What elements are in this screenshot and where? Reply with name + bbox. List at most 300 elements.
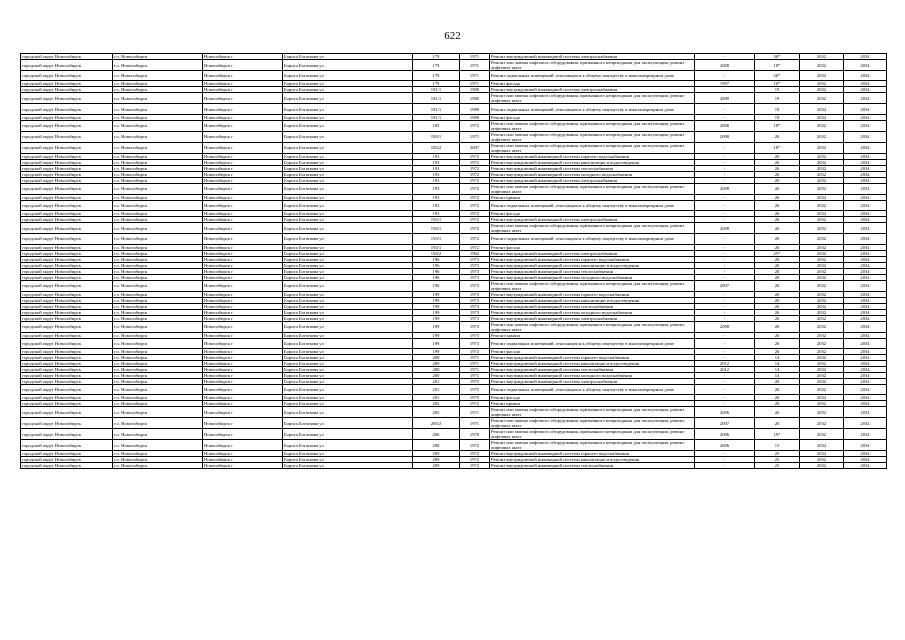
okrug-cell: г.о. Новосибирск: [113, 360, 203, 366]
table-row: [21, 384, 887, 394]
district-cell: городской округ Новосибирск: [21, 114, 113, 120]
year-to-cell: 2034: [844, 234, 887, 244]
prev-repair-cell: -: [695, 87, 755, 93]
district-cell: городской округ Новосибирск: [21, 165, 113, 171]
city-cell: Новосибирск г: [203, 354, 283, 360]
plan-cell: 14: [755, 360, 800, 366]
year-from-cell: 2032: [800, 457, 844, 463]
house-cell: 206: [413, 429, 460, 440]
prev-repair-cell: -: [695, 200, 755, 210]
year-cell: 1972: [460, 244, 490, 250]
okrug-cell: г.о. Новосибирск: [113, 378, 203, 384]
city-cell: Новосибирск г: [203, 274, 283, 280]
street-cell: Бориса Богаткова ул: [283, 194, 413, 200]
district-cell: городской округ Новосибирск: [21, 159, 113, 165]
street-cell: Бориса Богаткова ул: [283, 378, 413, 384]
year-to-cell: 2034: [844, 256, 887, 262]
city-cell: Новосибирск г: [203, 153, 283, 159]
prev-repair-cell: -: [695, 395, 755, 401]
city-cell: Новосибирск г: [203, 463, 283, 469]
work-cell: Ремонт внутридомовой инженерной системы холодного водоснабжения: [490, 309, 695, 315]
street-cell: Бориса Богаткова ул: [283, 244, 413, 250]
city-cell: Новосибирск г: [203, 338, 283, 348]
work-cell: Ремонт подвальных помещений, относящихся к общему имуществу в многоквартирном доме: [490, 384, 695, 394]
prev-repair-cell: -: [695, 262, 755, 268]
city-cell: Новосибирск г: [203, 407, 283, 418]
house-cell: 194/2: [413, 250, 460, 256]
district-cell: городской округ Новосибирск: [21, 104, 113, 114]
capital-repair-table: [20, 53, 887, 469]
year-cell: 1972: [460, 457, 490, 463]
city-cell: Новосибирск г: [203, 194, 283, 200]
year-cell: 1973: [460, 303, 490, 309]
street-cell: Бориса Богаткова ул: [283, 348, 413, 354]
year-cell: 1972: [460, 217, 490, 223]
house-cell: 179: [413, 81, 460, 87]
year-to-cell: 2034: [844, 348, 887, 354]
table-row: [21, 407, 887, 418]
work-cell: Ремонт внутридомовой инженерной системы холодного водоснабжения: [490, 171, 695, 177]
year-from-cell: 2032: [800, 211, 844, 217]
year-cell: 1975: [460, 384, 490, 394]
plan-cell: 26: [755, 309, 800, 315]
year-cell: 1980: [460, 93, 490, 104]
table-body: [21, 54, 887, 469]
year-from-cell: 2032: [800, 183, 844, 194]
year-cell: 1971: [460, 81, 490, 87]
street-cell: Бориса Богаткова ул: [283, 183, 413, 194]
year-to-cell: 2034: [844, 384, 887, 394]
okrug-cell: г.о. Новосибирск: [113, 234, 203, 244]
okrug-cell: г.о. Новосибирск: [113, 211, 203, 217]
work-cell: Ремонт внутридомовой инженерной системы горячего водоснабжения: [490, 153, 695, 159]
okrug-cell: г.о. Новосибирск: [113, 54, 203, 60]
okrug-cell: г.о. Новосибирск: [113, 244, 203, 250]
okrug-cell: г.о. Новосибирск: [113, 407, 203, 418]
street-cell: Бориса Богаткова ул: [283, 303, 413, 309]
year-cell: 1971: [460, 360, 490, 366]
year-to-cell: 2034: [844, 250, 887, 256]
okrug-cell: г.о. Новосибирск: [113, 256, 203, 262]
year-from-cell: 2032: [800, 104, 844, 114]
house-cell: 193: [413, 165, 460, 171]
street-cell: Бориса Богаткова ул: [283, 418, 413, 429]
district-cell: городской округ Новосибирск: [21, 291, 113, 297]
work-cell: Ремонт внутридомовой инженерной системы канализации и водоотведения: [490, 262, 695, 268]
year-to-cell: 2034: [844, 407, 887, 418]
year-from-cell: 2032: [800, 120, 844, 131]
district-cell: городской округ Новосибирск: [21, 120, 113, 131]
year-from-cell: 2032: [800, 177, 844, 183]
year-to-cell: 2034: [844, 87, 887, 93]
okrug-cell: г.о. Новосибирск: [113, 177, 203, 183]
plan-cell: 26: [755, 297, 800, 303]
okrug-cell: г.о. Новосибирск: [113, 297, 203, 303]
table-row: [21, 71, 887, 81]
work-cell: Ремонт или замена лифтового оборудования, признанного непригодным для эксплуатации, ремонт лифтовых шахт: [490, 418, 695, 429]
year-cell: 1971: [460, 54, 490, 60]
table-row: [21, 93, 887, 104]
okrug-cell: г.о. Новосибирск: [113, 104, 203, 114]
plan-cell: 25: [755, 457, 800, 463]
city-cell: Новосибирск г: [203, 165, 283, 171]
plan-cell: 26: [755, 244, 800, 250]
year-to-cell: 2034: [844, 104, 887, 114]
year-cell: 1971: [460, 418, 490, 429]
table-row: [21, 234, 887, 244]
plan-cell: 18*: [755, 120, 800, 131]
okrug-cell: г.о. Новосибирск: [113, 303, 203, 309]
year-to-cell: 2034: [844, 71, 887, 81]
year-cell: 1971: [460, 366, 490, 372]
year-to-cell: 2034: [844, 372, 887, 378]
year-from-cell: 2032: [800, 87, 844, 93]
district-cell: городской округ Новосибирск: [21, 244, 113, 250]
prev-repair-cell: -: [695, 297, 755, 303]
plan-cell: 14: [755, 366, 800, 372]
okrug-cell: г.о. Новосибирск: [113, 354, 203, 360]
prev-repair-cell: -: [695, 104, 755, 114]
prev-repair-cell: -: [695, 217, 755, 223]
year-to-cell: 2034: [844, 159, 887, 165]
year-from-cell: 2032: [800, 372, 844, 378]
year-from-cell: 2032: [800, 217, 844, 223]
city-cell: Новосибирск г: [203, 60, 283, 71]
street-cell: Бориса Богаткова ул: [283, 291, 413, 297]
prev-repair-cell: -: [695, 354, 755, 360]
city-cell: Новосибирск г: [203, 321, 283, 332]
prev-repair-cell: -: [695, 463, 755, 469]
prev-repair-cell: -: [695, 165, 755, 171]
okrug-cell: г.о. Новосибирск: [113, 372, 203, 378]
year-from-cell: 2032: [800, 71, 844, 81]
work-cell: Ремонт или замена лифтового оборудования, признанного непригодным для эксплуатации, ремонт лифтовых шахт: [490, 183, 695, 194]
city-cell: Новосибирск г: [203, 223, 283, 234]
work-cell: Ремонт внутридомовой инженерной системы холодного водоснабжения: [490, 372, 695, 378]
district-cell: городской округ Новосибирск: [21, 297, 113, 303]
street-cell: Бориса Богаткова ул: [283, 256, 413, 262]
street-cell: Бориса Богаткова ул: [283, 372, 413, 378]
city-cell: Новосибирск г: [203, 309, 283, 315]
house-cell: 193: [413, 159, 460, 165]
plan-cell: 26*: [755, 71, 800, 81]
year-cell: 1975: [460, 378, 490, 384]
prev-repair-cell: 2008: [695, 120, 755, 131]
work-cell: Ремонт внутридомовой инженерной системы электроснабжения: [490, 378, 695, 384]
district-cell: городской округ Новосибирск: [21, 395, 113, 401]
year-to-cell: 2034: [844, 268, 887, 274]
plan-cell: 25: [755, 451, 800, 457]
house-cell: 209: [413, 463, 460, 469]
year-cell: 1980: [460, 104, 490, 114]
street-cell: Бориса Богаткова ул: [283, 131, 413, 142]
year-cell: 1973: [460, 291, 490, 297]
plan-cell: 30*: [755, 54, 800, 60]
year-from-cell: 2032: [800, 268, 844, 274]
house-cell: 193: [413, 200, 460, 210]
okrug-cell: г.о. Новосибирск: [113, 429, 203, 440]
house-cell: 196: [413, 262, 460, 268]
plan-cell: 20: [755, 256, 800, 262]
year-from-cell: 2032: [800, 309, 844, 315]
plan-cell: 26: [755, 171, 800, 177]
street-cell: Бориса Богаткова ул: [283, 120, 413, 131]
year-to-cell: 2034: [844, 131, 887, 142]
street-cell: Бориса Богаткова ул: [283, 153, 413, 159]
plan-cell: 26: [755, 332, 800, 338]
city-cell: Новосибирск г: [203, 183, 283, 194]
city-cell: Новосибирск г: [203, 250, 283, 256]
table-row: [21, 429, 887, 440]
okrug-cell: г.о. Новосибирск: [113, 250, 203, 256]
street-cell: Бориса Богаткова ул: [283, 280, 413, 291]
table-row: [21, 418, 887, 429]
year-to-cell: 2034: [844, 183, 887, 194]
plan-cell: 19*: [755, 429, 800, 440]
prev-repair-cell: -: [695, 303, 755, 309]
prev-repair-cell: -: [695, 194, 755, 200]
year-from-cell: 2032: [800, 338, 844, 348]
district-cell: городской округ Новосибирск: [21, 407, 113, 418]
street-cell: Бориса Богаткова ул: [283, 54, 413, 60]
district-cell: городской округ Новосибирск: [21, 60, 113, 71]
house-cell: 196: [413, 274, 460, 280]
table-row: [21, 321, 887, 332]
house-cell: 199: [413, 303, 460, 309]
plan-cell: 20: [755, 384, 800, 394]
house-cell: 200: [413, 366, 460, 372]
year-to-cell: 2034: [844, 395, 887, 401]
prev-repair-cell: 2006: [695, 407, 755, 418]
district-cell: городской округ Новосибирск: [21, 338, 113, 348]
year-to-cell: 2034: [844, 291, 887, 297]
street-cell: Бориса Богаткова ул: [283, 451, 413, 457]
year-cell: 1972: [460, 451, 490, 457]
table-row: [21, 440, 887, 451]
year-from-cell: 2032: [800, 60, 844, 71]
plan-cell: 20: [755, 395, 800, 401]
house-cell: 199: [413, 309, 460, 315]
street-cell: Бориса Богаткова ул: [283, 309, 413, 315]
street-cell: Бориса Богаткова ул: [283, 429, 413, 440]
city-cell: Новосибирск г: [203, 366, 283, 372]
okrug-cell: г.о. Новосибирск: [113, 440, 203, 451]
year-cell: 1972: [460, 177, 490, 183]
city-cell: Новосибирск г: [203, 451, 283, 457]
house-cell: 181/1: [413, 114, 460, 120]
city-cell: Новосибирск г: [203, 280, 283, 291]
plan-cell: 26: [755, 315, 800, 321]
city-cell: Новосибирск г: [203, 291, 283, 297]
work-cell: Ремонт или замена лифтового оборудования, признанного непригодным для эксплуатации, ремонт лифтовых шахт: [490, 407, 695, 418]
okrug-cell: г.о. Новосибирск: [113, 332, 203, 338]
district-cell: городской округ Новосибирск: [21, 54, 113, 60]
year-cell: 1973: [460, 332, 490, 338]
okrug-cell: г.о. Новосибирск: [113, 418, 203, 429]
okrug-cell: г.о. Новосибирск: [113, 120, 203, 131]
house-cell: 199: [413, 315, 460, 321]
street-cell: Бориса Богаткова ул: [283, 104, 413, 114]
prev-repair-cell: -: [695, 171, 755, 177]
prev-repair-cell: 2006: [695, 429, 755, 440]
city-cell: Новосибирск г: [203, 159, 283, 165]
street-cell: Бориса Богаткова ул: [283, 321, 413, 332]
city-cell: Новосибирск г: [203, 372, 283, 378]
street-cell: Бориса Богаткова ул: [283, 440, 413, 451]
street-cell: Бориса Богаткова ул: [283, 315, 413, 321]
year-cell: 1972: [460, 165, 490, 171]
plan-cell: 25*: [755, 250, 800, 256]
prev-repair-cell: -: [695, 114, 755, 120]
prev-repair-cell: 2008: [695, 131, 755, 142]
house-cell: 208: [413, 440, 460, 451]
street-cell: Бориса Богаткова ул: [283, 159, 413, 165]
street-cell: Бориса Богаткова ул: [283, 463, 413, 469]
house-cell: 200: [413, 372, 460, 378]
district-cell: городской округ Новосибирск: [21, 234, 113, 244]
year-from-cell: 2032: [800, 348, 844, 354]
year-from-cell: 2032: [800, 54, 844, 60]
street-cell: Бориса Богаткова ул: [283, 114, 413, 120]
house-cell: 181/1: [413, 87, 460, 93]
year-from-cell: 2032: [800, 250, 844, 256]
work-cell: Ремонт внутридомовой инженерной системы горячего водоснабжения: [490, 451, 695, 457]
okrug-cell: г.о. Новосибирск: [113, 338, 203, 348]
year-cell: 1972: [460, 223, 490, 234]
city-cell: Новосибирск г: [203, 71, 283, 81]
year-cell: 1971: [460, 354, 490, 360]
okrug-cell: г.о. Новосибирск: [113, 81, 203, 87]
work-cell: Ремонт внутридомовой инженерной системы электроснабжения: [490, 87, 695, 93]
prev-repair-cell: 2012: [695, 360, 755, 366]
year-to-cell: 2034: [844, 440, 887, 451]
year-from-cell: 2032: [800, 354, 844, 360]
work-cell: Ремонт или замена лифтового оборудования, признанного непригодным для эксплуатации, ремонт лифтовых шахт: [490, 131, 695, 142]
okrug-cell: г.о. Новосибирск: [113, 457, 203, 463]
year-to-cell: 2034: [844, 211, 887, 217]
street-cell: Бориса Богаткова ул: [283, 268, 413, 274]
year-from-cell: 2032: [800, 142, 844, 153]
plan-cell: 26: [755, 234, 800, 244]
plan-cell: 19: [755, 114, 800, 120]
district-cell: городской округ Новосибирск: [21, 440, 113, 451]
street-cell: Бориса Богаткова ул: [283, 274, 413, 280]
district-cell: городской округ Новосибирск: [21, 268, 113, 274]
district-cell: городской округ Новосибирск: [21, 250, 113, 256]
year-cell: 1973: [460, 297, 490, 303]
work-cell: Ремонт подвальных помещений, относящихся к общему имуществу в многоквартирном доме: [490, 104, 695, 114]
table-row: [21, 223, 887, 234]
prev-repair-cell: -: [695, 54, 755, 60]
house-cell: 199: [413, 297, 460, 303]
house-cell: 199: [413, 332, 460, 338]
street-cell: Бориса Богаткова ул: [283, 177, 413, 183]
district-cell: городской округ Новосибирск: [21, 457, 113, 463]
work-cell: Ремонт внутридомовой инженерной системы теплоснабжения: [490, 303, 695, 309]
prev-repair-cell: -: [695, 256, 755, 262]
work-cell: Ремонт фасада: [490, 211, 695, 217]
street-cell: Бориса Богаткова ул: [283, 60, 413, 71]
district-cell: городской округ Новосибирск: [21, 332, 113, 338]
plan-cell: 14: [755, 372, 800, 378]
table-row: [21, 104, 887, 114]
work-cell: Ремонт подвальных помещений, относящихся к общему имуществу в многоквартирном доме: [490, 71, 695, 81]
street-cell: Бориса Богаткова ул: [283, 93, 413, 104]
city-cell: Новосибирск г: [203, 360, 283, 366]
prev-repair-cell: 2009: [695, 93, 755, 104]
city-cell: Новосибирск г: [203, 81, 283, 87]
district-cell: городской округ Новосибирск: [21, 256, 113, 262]
year-cell: 1978: [460, 429, 490, 440]
street-cell: Бориса Богаткова ул: [283, 401, 413, 407]
table-row: [21, 131, 887, 142]
district-cell: городской округ Новосибирск: [21, 81, 113, 87]
year-to-cell: 2034: [844, 200, 887, 210]
house-cell: 196: [413, 280, 460, 291]
plan-cell: 18*: [755, 142, 800, 153]
year-to-cell: 2034: [844, 332, 887, 338]
district-cell: городской округ Новосибирск: [21, 451, 113, 457]
prev-repair-cell: -: [695, 338, 755, 348]
okrug-cell: г.о. Новосибирск: [113, 291, 203, 297]
city-cell: Новосибирск г: [203, 378, 283, 384]
table-row: [21, 120, 887, 131]
year-cell: 1971: [460, 131, 490, 142]
year-from-cell: 2032: [800, 360, 844, 366]
prev-repair-cell: -: [695, 142, 755, 153]
house-cell: 200: [413, 354, 460, 360]
work-cell: Ремонт подвальных помещений, относящихся к общему имуществу в многоквартирном доме: [490, 200, 695, 210]
plan-cell: 26: [755, 407, 800, 418]
year-to-cell: 2034: [844, 142, 887, 153]
street-cell: Бориса Богаткова ул: [283, 360, 413, 366]
okrug-cell: г.о. Новосибирск: [113, 321, 203, 332]
okrug-cell: г.о. Новосибирск: [113, 315, 203, 321]
prev-repair-cell: -: [695, 291, 755, 297]
work-cell: Ремонт фасада: [490, 348, 695, 354]
plan-cell: 26: [755, 348, 800, 354]
work-cell: Ремонт или замена лифтового оборудования, признанного непригодным для эксплуатации, ремонт лифтовых шахт: [490, 142, 695, 153]
year-to-cell: 2034: [844, 457, 887, 463]
district-cell: городской округ Новосибирск: [21, 274, 113, 280]
street-cell: Бориса Богаткова ул: [283, 262, 413, 268]
prev-repair-cell: -: [695, 401, 755, 407]
district-cell: городской округ Новосибирск: [21, 183, 113, 194]
prev-repair-cell: -: [695, 71, 755, 81]
okrug-cell: г.о. Новосибирск: [113, 280, 203, 291]
year-cell: 1972: [460, 159, 490, 165]
district-cell: городской округ Новосибирск: [21, 217, 113, 223]
okrug-cell: г.о. Новосибирск: [113, 366, 203, 372]
district-cell: городской округ Новосибирск: [21, 142, 113, 153]
year-cell: 1973: [460, 321, 490, 332]
house-cell: 199: [413, 338, 460, 348]
house-cell: 193: [413, 183, 460, 194]
prev-repair-cell: 2008: [695, 321, 755, 332]
prev-repair-cell: -: [695, 372, 755, 378]
plan-cell: 26: [755, 165, 800, 171]
year-cell: 1972: [460, 194, 490, 200]
year-from-cell: 2032: [800, 303, 844, 309]
house-cell: 183/1: [413, 131, 460, 142]
year-from-cell: 2032: [800, 234, 844, 244]
city-cell: Новосибирск г: [203, 114, 283, 120]
plan-cell: 20: [755, 378, 800, 384]
district-cell: городской округ Новосибирск: [21, 171, 113, 177]
year-from-cell: 2032: [800, 256, 844, 262]
year-to-cell: 2034: [844, 165, 887, 171]
district-cell: городской округ Новосибирск: [21, 71, 113, 81]
